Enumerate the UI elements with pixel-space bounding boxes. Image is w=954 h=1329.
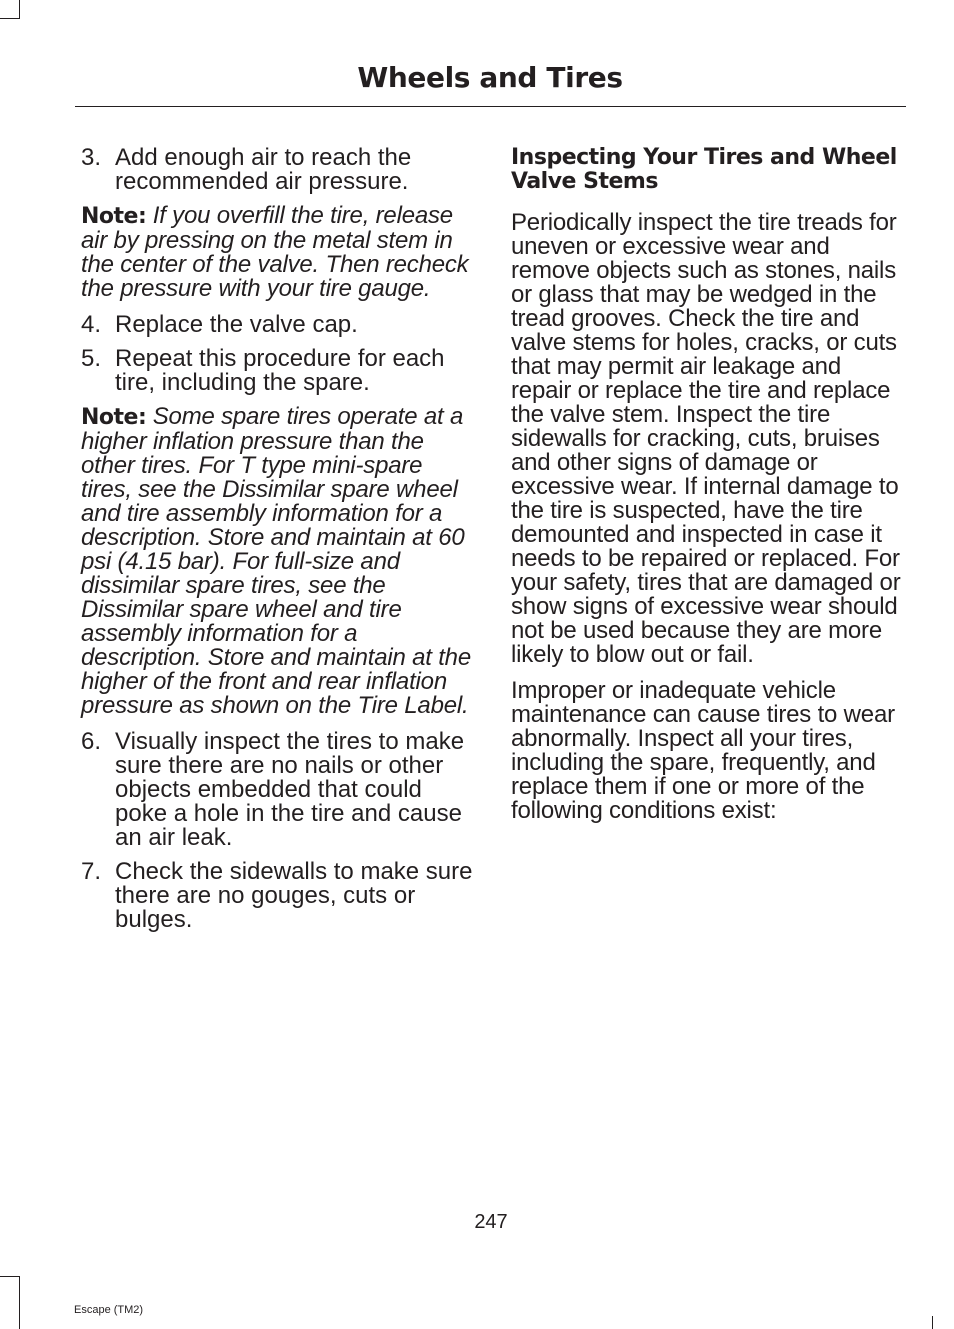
page-title: Wheels and Tires bbox=[357, 61, 623, 94]
note-text: If you overfill the tire, release air by pressing on the metal stem in the center of the valve. Then recheck the pressure with your tire gauge. bbox=[81, 202, 469, 302]
list-item-step-7 bbox=[81, 860, 473, 932]
crop-mark bbox=[0, 18, 20, 19]
list-item-step-5 bbox=[81, 347, 473, 395]
footer-model: Escape (TM2) bbox=[74, 1304, 144, 1316]
list-item-step-3 bbox=[81, 146, 473, 194]
crop-mark bbox=[932, 1316, 933, 1329]
crop-mark bbox=[19, 0, 20, 18]
list-text: Add enough air to reach the recommended air pressure. bbox=[115, 144, 412, 195]
note-overfill bbox=[81, 204, 473, 301]
header-divider bbox=[75, 106, 906, 107]
list-item-step-4 bbox=[81, 313, 473, 337]
list-text: Repeat this procedure for each tire, including the spare. bbox=[115, 345, 445, 396]
right-column bbox=[511, 146, 903, 835]
paragraph-inspection: Periodically inspect the tire treads for uneven or excessive wear and remove objects such as stones, nails or glass that may be wedged in the tread grooves. Check the tire and valve stems for holes, cracks, or cuts that may permit air leakage and repair or replace the tire and replace the valve stem. Inspect the tire sidewalls for cracking, cuts, bruises and other signs of damage or excessive wear. If internal damage to the tire is suspected, have the tire demounted and inspected in case it needs to be repaired or replaced. For your safety, tires that are damaged or show signs of excessive wear should not be used because they are more likely to blow out or fail. bbox=[511, 209, 901, 668]
list-text: Replace the valve cap. bbox=[115, 311, 358, 338]
crop-mark bbox=[0, 1276, 20, 1277]
left-column bbox=[81, 146, 473, 942]
paragraph-maintenance: Improper or inadequate vehicle maintenance can cause tires to wear abnormally. Inspect all your tires, including the spare, frequently, and replace them if one or more of the following conditions exist: bbox=[511, 677, 895, 824]
list-number: 4. bbox=[81, 311, 102, 338]
list-text: Check the sidewalls to make sure there are no gouges, cuts or bulges. bbox=[115, 858, 473, 933]
page-number: 247 bbox=[474, 1211, 508, 1233]
crop-mark bbox=[19, 1276, 20, 1329]
list-number: 5. bbox=[81, 345, 102, 372]
list-number: 6. bbox=[81, 728, 102, 755]
section-heading: Inspecting Your Tires and Wheel Valve Stems bbox=[511, 145, 897, 194]
list-number: 7. bbox=[81, 858, 102, 885]
note-spare-tires bbox=[81, 405, 473, 718]
note-text: Some spare tires operate at a higher inflation pressure than the other tires. For T type mini-spare tires, see the Dissimilar spare wheel and tire assembly information for a description. Store and maintain at 60 psi (4.15 bar). For full-size and dissimilar spare tires, see the Dissimilar spare wheel and tire assembly information for a description. Store and maintain at the higher of the front and rear inflation pressure as shown on the Tire Label. bbox=[81, 403, 471, 719]
list-number: 3. bbox=[81, 144, 102, 171]
list-text: Visually inspect the tires to make sure there are no nails or other objects embedded that could poke a hole in the tire and cause an air leak. bbox=[115, 728, 465, 851]
note-label: Note: bbox=[81, 204, 147, 229]
list-item-step-6 bbox=[81, 730, 473, 850]
note-label: Note: bbox=[81, 405, 147, 430]
